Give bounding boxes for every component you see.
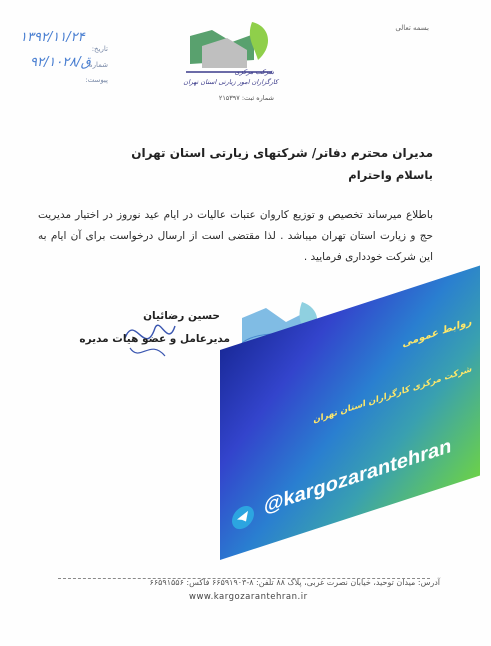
basmala: بسمه تعالی <box>395 24 429 32</box>
greeting: باسلام واحترام <box>348 168 433 182</box>
signatory-name: حسین رضائیان <box>143 310 220 322</box>
footer-website[interactable]: www.kargozarantehran.ir <box>189 592 308 602</box>
letter-body: باطلاع میرساند تخصیص و توزیع کاروان عتبات عالیات در ایام عید نوروز در اختیار مدیریت حج و زیارت استان تهران میباشد . لذا مقتضی است از ارسال درخواست برای آن ایام به این شرکت خودداری فرمایید . <box>38 209 433 263</box>
watermark-handle: @kargozarantehran <box>264 434 452 518</box>
date-value: ۱۳۹۲/۱۱/۲۴ <box>20 30 85 45</box>
watermark-line2: شرکت مرکزی کارگزاران استان تهران <box>313 364 472 426</box>
logo-line1: شرکت مرکزی <box>234 68 274 76</box>
signatory-title: مدیرعامل و عضو هیات مدیره <box>79 333 230 345</box>
logo-registration: شماره ثبت: ۲۱۵۳۹۷ <box>218 94 274 102</box>
logo-line2: کارگزاران امور زیارتی استان تهران <box>183 78 278 86</box>
number-label: شماره: <box>86 61 108 69</box>
addressee: مدیران محترم دفاتر/ شرکتهای زیارتی استان تهران <box>131 146 433 160</box>
footer-address: آدرس: میدان توحید، خیابان نصرت غربی، پلاک ۸۸ تلفن: ۸-۶۶۵۹۱۹۰۳ فاکس: ۶۶۵۹۱۵۵۶ <box>149 578 440 587</box>
telegram-icon <box>232 503 254 532</box>
date-label: تاریخ: <box>91 45 108 53</box>
watermark-line1: روابط عمومی <box>402 316 472 350</box>
company-logo <box>182 16 282 106</box>
attachment-label: پیوست: <box>85 76 108 84</box>
number-value: ۹۲/۱۰۲۸/ق <box>30 55 91 70</box>
